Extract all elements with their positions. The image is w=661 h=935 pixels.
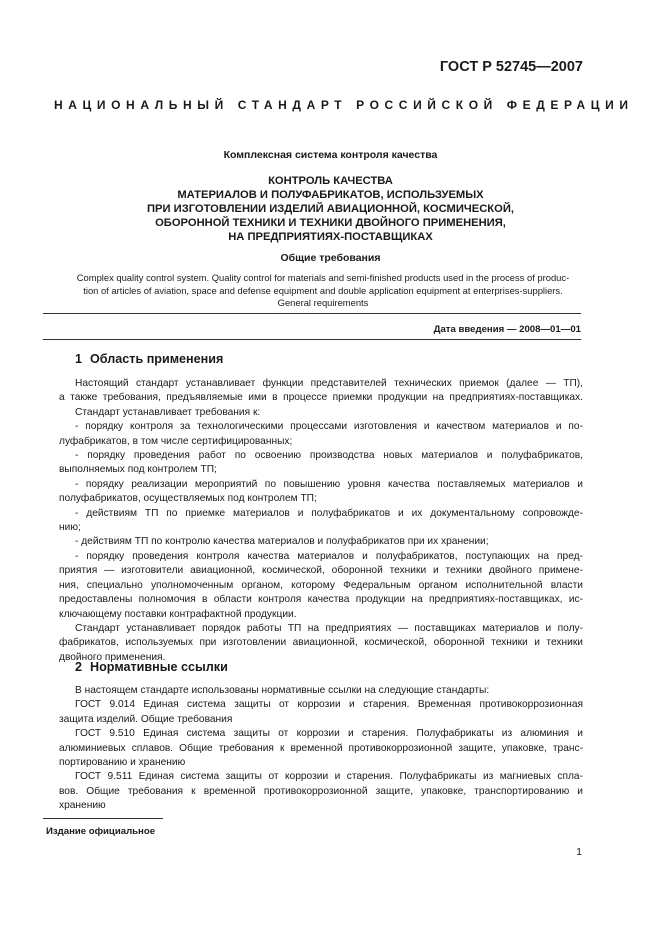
section-number: 2 (75, 660, 83, 674)
text-line: - порядку контроля за технологическими процессами изготовления и качеством материалов и по- (75, 421, 583, 433)
section-title: Нормативные ссылки (90, 660, 228, 674)
text-line: - порядку проведения контроля качества материалов и полуфабрикатов, поступающих на пред- (75, 550, 583, 562)
text-line: двойного применения. (59, 651, 166, 663)
text-line: защита изделий. Общие требования (59, 713, 233, 725)
title-line: КОНТРОЛЬ КАЧЕСТВА (268, 175, 393, 187)
text-line: ГОСТ 9.511 Единая система защиты от коррозии и старения. Полуфабрикаты из магниевых спла- (75, 771, 583, 783)
text-line: фабрикатов, используемых при изготовлении авиационной, космической, оборонной техники и техники (59, 637, 583, 649)
divider (43, 313, 581, 314)
title-line: ОБОРОННОЙ ТЕХНИКИ И ТЕХНИКИ ДВОЙНОГО ПРИМЕНЕНИЯ, (155, 217, 506, 229)
national-standard-heading: НАЦИОНАЛЬНЫЙ СТАНДАРТ РОССИЙСКОЙ ФЕДЕРАЦИИ (54, 98, 634, 112)
text-line: - действиям ТП по контролю качества материалов и полуфабрикатов при их хранении; (75, 536, 489, 548)
general-requirements-heading: Общие требования (280, 252, 381, 264)
effective-date: Дата введения — 2008—01—01 (433, 324, 581, 335)
text-line: полуфабрикатов, осуществляемых под контролем ТП; (59, 493, 317, 505)
english-title (43, 272, 603, 310)
section-number: 1 (75, 352, 83, 366)
footer-divider (43, 818, 163, 819)
section-title: Область применения (90, 352, 224, 366)
text-line: приятия — изготовители авиационной, космической, оборонной техники и техники двойного примене- (59, 565, 583, 577)
section-2-heading (75, 660, 228, 674)
text-line: Стандарт устанавливает порядок работы ТП на предприятиях — поставщиках материалов и полу- (75, 622, 583, 634)
text-line: - действиям ТП по приемке материалов и полуфабрикатов и их документальному сопровожде- (75, 507, 583, 519)
text-line: Настоящий стандарт устанавливает функции представителей технических приемок (далее — ТП), (75, 378, 583, 389)
text-line: Стандарт устанавливает требования к: (75, 406, 261, 418)
section-1-body (59, 377, 583, 665)
text-line: а также требования, предъявляемые ими в процессе приемки продукции на предприятиях-поставщиках. (59, 392, 583, 404)
divider (43, 339, 581, 340)
text-line: ГОСТ 9.014 Единая система защиты от коррозии и старения. Временная противокоррозионная (75, 699, 583, 711)
document-number: ГОСТ Р 52745—2007 (439, 59, 583, 75)
text-line: предоставлены полномочия в области контроля качества продукции на предприятиях-поставщиках, ис- (59, 594, 583, 606)
english-title-line: tion of articles of aviation, space and defense equipment and double application equipment at enterprises-suppliers. (83, 284, 563, 296)
text-line: В настоящем стандарте использованы нормативные ссылки на следующие стандарты: (75, 685, 490, 696)
text-line: луфабрикатов, в том числе сертифицированных; (59, 435, 293, 447)
english-title-line: General requirements (277, 297, 369, 308)
document-title (0, 174, 661, 244)
title-line: МАТЕРИАЛОВ И ПОЛУФАБРИКАТОВ, ИСПОЛЬЗУЕМЫХ (177, 189, 484, 201)
page-number: 1 (576, 846, 582, 858)
title-line: ПРИ ИЗГОТОВЛЕНИИ ИЗДЕЛИЙ АВИАЦИОННОЙ, КОСМИЧЕСКОЙ, (147, 203, 514, 215)
text-line: нию; (59, 522, 81, 534)
title-line: НА ПРЕДПРИЯТИЯХ-ПОСТАВЩИКАХ (228, 231, 433, 243)
text-line: алюминиевых сплавов. Общие требования к временной противокоррозионной защите, упаковке, транс- (59, 742, 583, 754)
official-edition-note: Издание официальное (46, 826, 156, 837)
text-line: выполняемых под контролем ТП; (59, 464, 217, 476)
text-line: вов. Общие требования к временной противокоррозионной защите, упаковке, транспортированию и (59, 785, 583, 797)
document-subtitle: Комплексная система контроля качества (223, 149, 438, 161)
section-1-heading (75, 352, 223, 366)
section-2-body (59, 684, 583, 814)
text-line: хранению (59, 800, 106, 812)
text-line: ГОСТ 9.510 Единая система защиты от коррозии и старения. Полуфабрикаты из алюминия и (75, 728, 583, 740)
text-line: - порядку реализации мероприятий по повышению уровня качества поставляемых материалов и (75, 478, 583, 490)
text-line: портированию и хранению (59, 757, 186, 769)
text-line: ния, специально уполномоченным органом, которому Федеральным органом исполнительной власти (59, 579, 583, 591)
text-line: ключающему поставки контрафактной продукции. (59, 608, 297, 620)
text-line: - порядку проведения работ по освоению производства новых материалов и полуфабрикатов, (75, 450, 583, 462)
english-title-line: Complex quality control system. Quality control for materials and semi-finished products used in the process of produc- (76, 272, 570, 283)
